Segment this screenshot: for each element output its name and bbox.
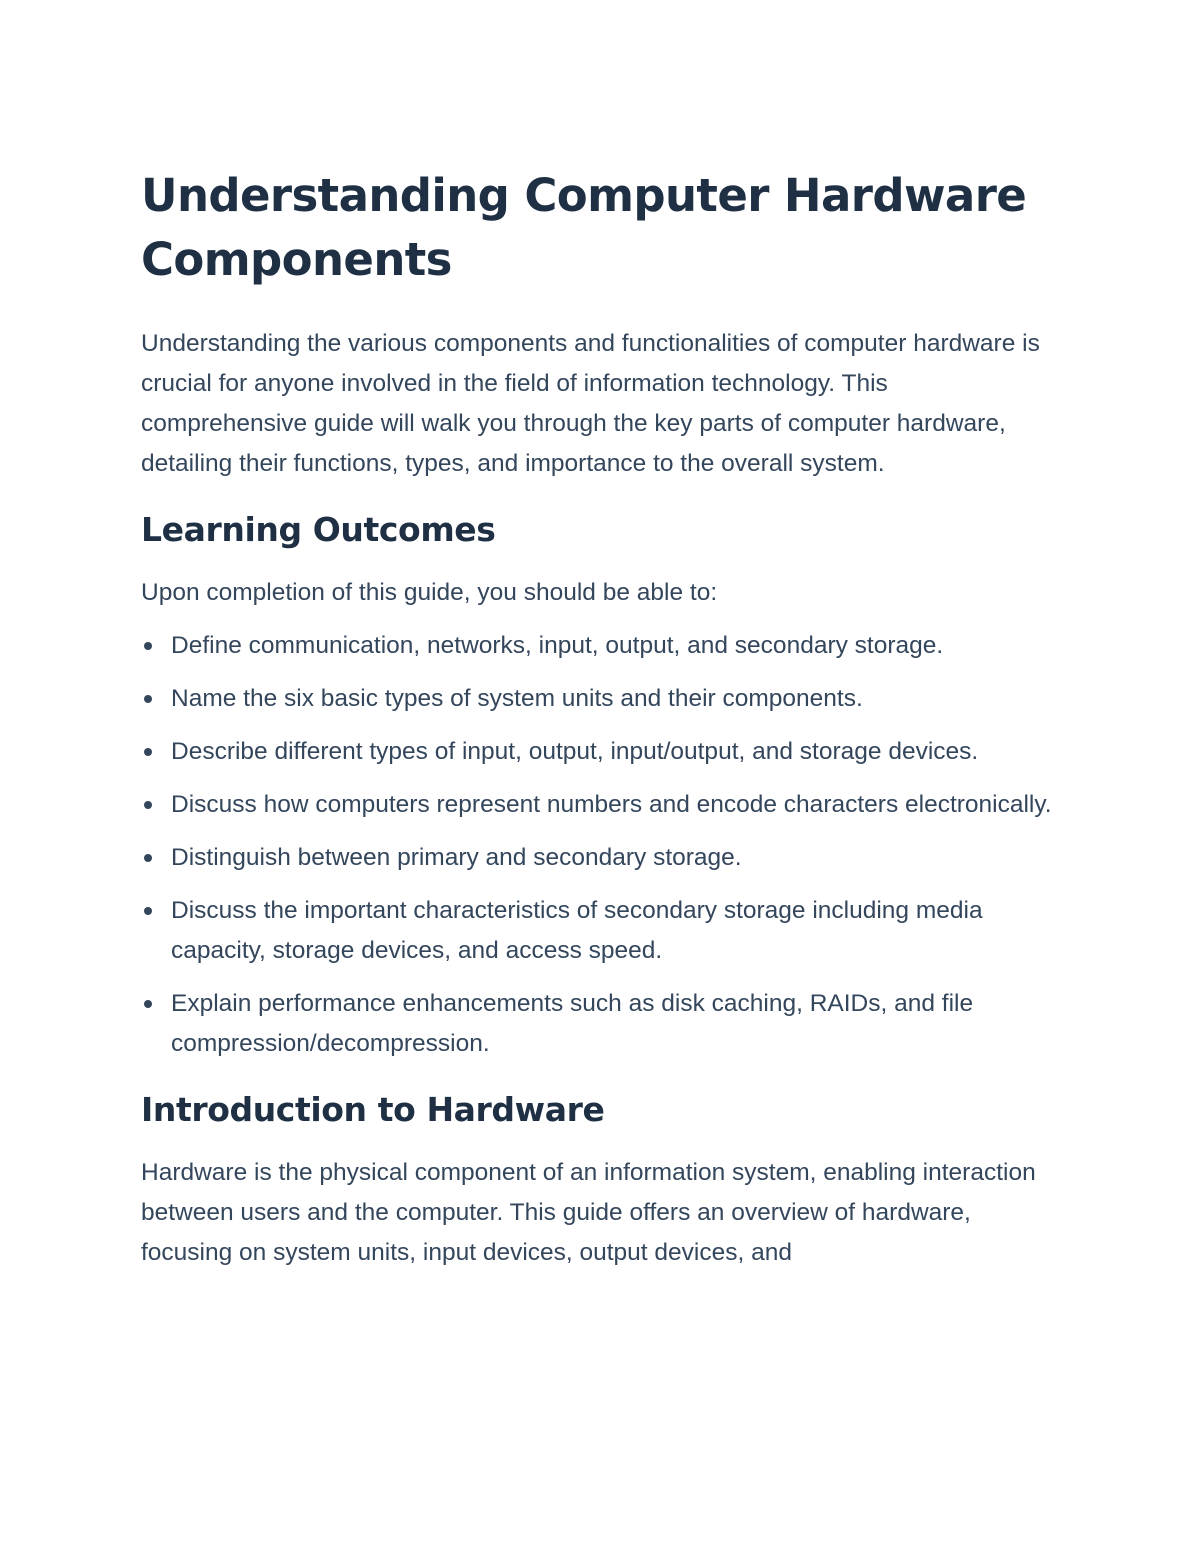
- bullet-icon: [144, 801, 152, 809]
- list-item: [141, 679, 1060, 719]
- bullet-icon: [144, 748, 152, 756]
- list-item-text: Discuss the important characteristics of secondary storage including media capacity, storage devices, and access speed.: [171, 897, 983, 964]
- document-title: Understanding Computer Hardware Components: [141, 169, 1027, 286]
- list-item-text: Describe different types of input, output, input/output, and storage devices.: [171, 738, 979, 765]
- section-heading-learning-outcomes: Learning Outcomes: [141, 510, 496, 549]
- learning-outcomes-list: [141, 626, 1060, 1064]
- bullet-icon: [144, 642, 152, 650]
- list-item-text: Define communication, networks, input, output, and secondary storage.: [171, 632, 944, 659]
- list-item-text: Name the six basic types of system units and their components.: [171, 685, 863, 712]
- list-item: [141, 626, 1060, 666]
- list-item: [141, 732, 1060, 772]
- list-item-text: Explain performance enhancements such as disk caching, RAIDs, and file compression/decompression.: [171, 990, 974, 1057]
- bullet-icon: [144, 854, 152, 862]
- list-item-text: Discuss how computers represent numbers and encode characters electronically.: [171, 791, 1052, 818]
- list-item: [141, 838, 1060, 878]
- section-heading-introduction: Introduction to Hardware: [141, 1090, 605, 1129]
- bullet-icon: [144, 907, 152, 915]
- bullet-icon: [144, 695, 152, 703]
- bullet-icon: [144, 1000, 152, 1008]
- list-item: [141, 984, 1060, 1064]
- introduction-paragraph: Hardware is the physical component of an information system, enabling interaction between users and the computer. This guide offers an overview of hardware, focusing on system units, input devices, output devices, and: [141, 1159, 1036, 1266]
- list-item: [141, 891, 1060, 971]
- list-item-text: Distinguish between primary and secondary storage.: [171, 844, 742, 871]
- list-item: [141, 785, 1060, 825]
- intro-paragraph: Understanding the various components and functionalities of computer hardware is crucial for anyone involved in the field of information technology. This comprehensive guide will walk you through the key parts of computer hardware, detailing their functions, types, and importance to the overall system.: [141, 330, 1040, 477]
- learning-outcomes-lead-in: Upon completion of this guide, you should be able to:: [141, 579, 718, 606]
